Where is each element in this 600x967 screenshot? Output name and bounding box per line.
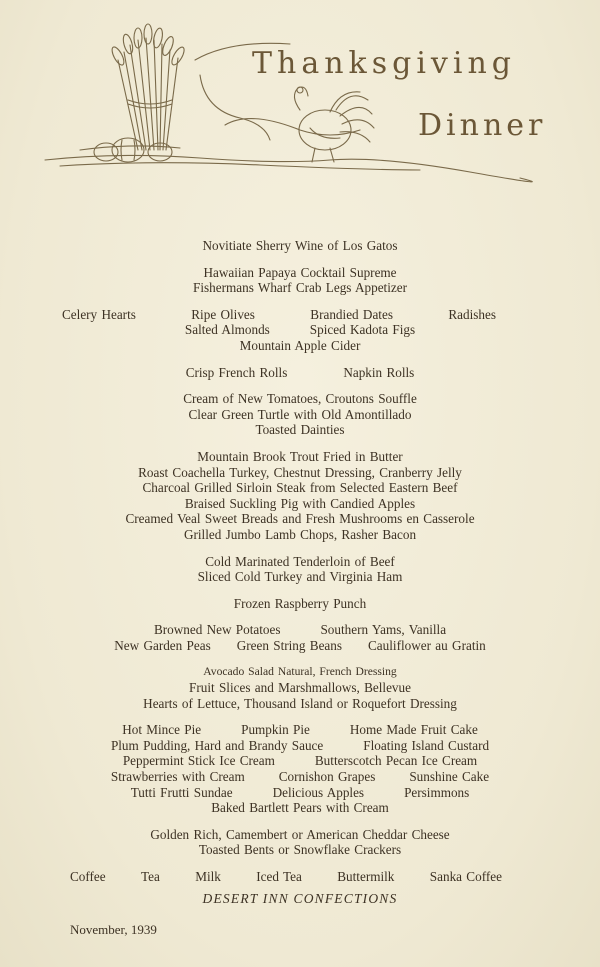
- vegetable-item: Cauliflower au Gratin: [368, 637, 486, 653]
- menu-date: November, 1939: [70, 922, 157, 937]
- relish-item: Salted Almonds: [184, 322, 270, 338]
- dessert-item: Tutti Frutti Sundae: [130, 784, 233, 800]
- relishes-row: [0, 307, 600, 323]
- dessert-item: Home Made Fruit Cake: [349, 722, 478, 738]
- dessert-item: Butterscotch Pecan Ice Cream: [314, 753, 478, 769]
- dessert-item: Strawberries with Cream: [110, 769, 245, 785]
- title-thanksgiving: Thanksgiving: [252, 46, 516, 81]
- menu-list: [0, 238, 600, 907]
- entree-line: Mountain Brook Trout Fried in Butter: [197, 448, 403, 464]
- relish-item: Spiced Kadota Figs: [309, 322, 416, 338]
- roll-item: Crisp French Rolls: [185, 364, 288, 380]
- dessert-item: Cornishon Grapes: [278, 769, 376, 785]
- soup-line: Cream of New Tomatoes, Croutons Souffle: [183, 391, 417, 407]
- relish-item: Celery Hearts: [62, 306, 136, 322]
- harvest-illustration-icon: [0, 0, 600, 210]
- entree-line: Creamed Veal Sweet Breads and Fresh Mushrooms en Casserole: [125, 511, 475, 527]
- dessert-item: Sunshine Cake: [409, 769, 490, 785]
- dessert-item: Floating Island Custard: [363, 737, 490, 753]
- vegetable-item: Browned New Potatoes: [153, 622, 281, 638]
- vegetable-item: Southern Yams, Vanilla: [320, 622, 447, 638]
- roll-item: Napkin Rolls: [343, 364, 415, 380]
- beverage-item: Coffee: [70, 869, 106, 884]
- desserts-row1: [0, 722, 600, 738]
- soup-line: Clear Green Turtle with Old Amontillado: [188, 406, 412, 422]
- salad-line: Avocado Salad Natural, French Dressing: [203, 665, 397, 679]
- starter-line: Hawaiian Papaya Cocktail Supreme: [203, 264, 397, 280]
- relishes-row2: [0, 322, 600, 338]
- relish-item: Ripe Olives: [191, 306, 255, 322]
- punch-line: Frozen Raspberry Punch: [233, 595, 367, 611]
- dessert-item: Delicious Apples: [272, 784, 365, 800]
- header-illustration: [0, 0, 600, 210]
- dessert-line: Baked Bartlett Pears with Cream: [211, 800, 389, 816]
- entree-line: Grilled Jumbo Lamb Chops, Rasher Bacon: [183, 526, 417, 542]
- dessert-item: Peppermint Stick Ice Cream: [122, 753, 275, 769]
- dessert-item: Persimmons: [404, 784, 470, 800]
- salad-line: Hearts of Lettuce, Thousand Island or Roquefort Dressing: [143, 695, 457, 711]
- title-dinner: Dinner: [418, 108, 547, 143]
- vegetables-row2: [0, 638, 600, 654]
- beverage-item: Sanka Coffee: [429, 869, 502, 884]
- entree-line: Roast Coachella Turkey, Chestnut Dressing, Cranberry Jelly: [138, 464, 462, 480]
- wine-line: Novitiate Sherry Wine of Los Gatos: [202, 238, 398, 253]
- vegetables-row1: [0, 622, 600, 638]
- cheese-line: Toasted Bents or Snowflake Crackers: [198, 842, 402, 858]
- vegetable-item: New Garden Peas: [114, 637, 211, 653]
- beverages-row: [0, 869, 600, 885]
- relish-item: Radishes: [448, 306, 496, 322]
- vegetable-item: Green String Beans: [236, 637, 343, 653]
- cheese-line: Golden Rich, Camembert or American Cheddar Cheese: [150, 826, 450, 842]
- dessert-item: Hot Mince Pie: [122, 722, 202, 738]
- salad-line: Fruit Slices and Marshmallows, Bellevue: [189, 680, 411, 696]
- desserts-row2: [0, 738, 600, 754]
- beverage-item: Iced Tea: [256, 869, 302, 884]
- desserts-row4: [0, 769, 600, 785]
- desserts-row5: [0, 785, 600, 801]
- desserts-row3: [0, 753, 600, 769]
- beverage-item: Milk: [195, 869, 221, 884]
- beverage-item: Buttermilk: [337, 869, 395, 884]
- soup-line: Toasted Dainties: [255, 422, 345, 438]
- cold-line: Sliced Cold Turkey and Virginia Ham: [197, 569, 403, 585]
- cold-line: Cold Marinated Tenderloin of Beef: [205, 553, 395, 569]
- cider-line: Mountain Apple Cider: [239, 337, 361, 353]
- entree-line: Braised Suckling Pig with Candied Apples: [184, 495, 416, 511]
- dessert-item: Plum Pudding, Hard and Brandy Sauce: [110, 737, 324, 753]
- dessert-item: Pumpkin Pie: [241, 722, 310, 738]
- confections-signature: DESERT INN CONFECTIONS: [202, 890, 398, 906]
- starter-line: Fishermans Wharf Crab Legs Appetizer: [193, 280, 407, 296]
- rolls-row: [0, 365, 600, 381]
- relish-item: Brandied Dates: [310, 306, 393, 322]
- entree-line: Charcoal Grilled Sirloin Steak from Selected Eastern Beef: [142, 480, 458, 496]
- beverage-item: Tea: [141, 869, 160, 884]
